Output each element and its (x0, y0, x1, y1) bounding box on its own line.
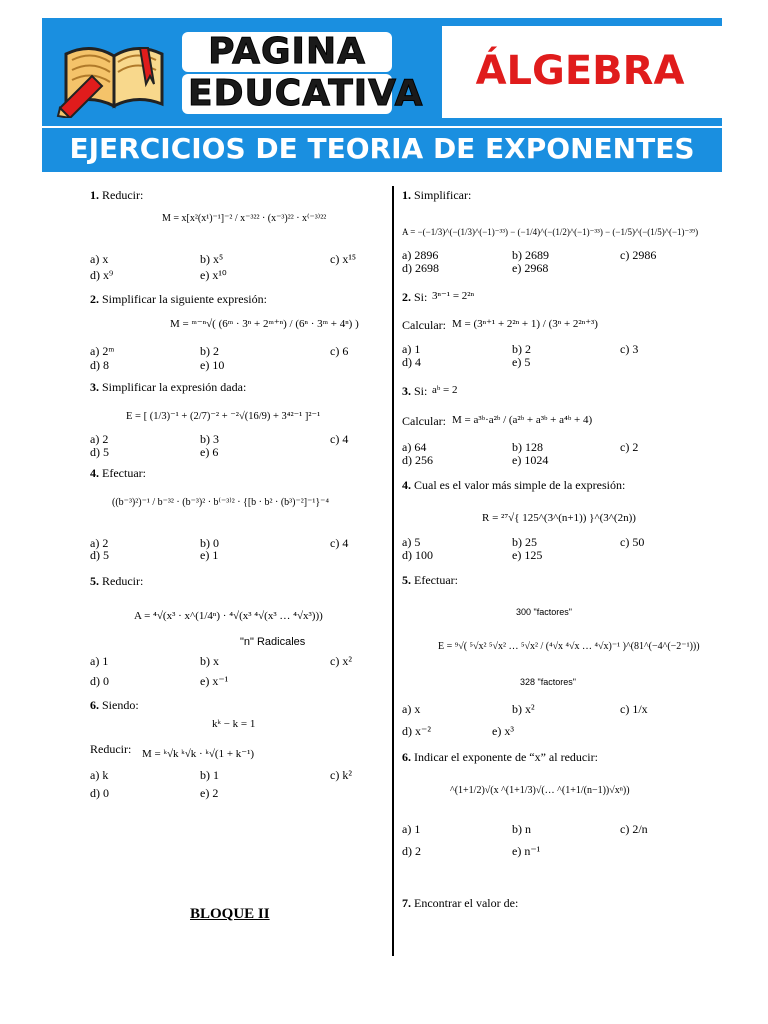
right-q3-opt-e: e) 1024 (512, 453, 549, 467)
right-q2-opt-d: d) 4 (402, 355, 421, 369)
right-q2-opt-e: e) 5 (512, 355, 531, 369)
right-q3-given: aᵇ = 2 (432, 384, 458, 396)
right-q4-opt-e: e) 125 (512, 548, 543, 562)
right-q6-opt-c: c) 2/n (620, 822, 648, 836)
page-title: EJERCICIOS DE TEORIA DE EXPONENTES (69, 132, 695, 165)
left-q5-title: 5. Reducir: (90, 574, 144, 588)
left-q2-expression: M = ᵐ⁻ⁿ√( (6ᵐ · 3ⁿ + 2ᵐ⁺ⁿ) / (6ⁿ · 3ᵐ + 4ⁿ) ) (170, 318, 359, 330)
right-q2-expression: M = (3ⁿ⁺¹ + 2²ⁿ + 1) / (3ⁿ + 2²ⁿ⁺³) (452, 318, 598, 330)
left-q3-opt-c: c) 4 (330, 432, 349, 446)
left-q5-opt-e: e) x⁻¹ (200, 674, 229, 688)
left-q5-expression: A = ⁴√(x³ · x^(1/4ⁿ) · ⁴√(x³ ⁴√(x³ … ⁴√x³))) (134, 610, 323, 622)
left-q5-brace-label: "n" Radicales (240, 636, 306, 648)
left-q3-title: 3. Simplificar la expresión dada: (90, 380, 247, 394)
right-q4-title: 4. Cual es el valor más simple de la expresión: (402, 478, 626, 492)
right-q6-title: 6. Indicar el exponente de “x” al reducir: (402, 750, 598, 764)
right-q4-opt-d: d) 100 (402, 548, 433, 562)
right-q1-title: 1. Simplificar: (402, 188, 472, 202)
right-q5-opt-c: c) 1/x (620, 702, 648, 716)
header-stripe (42, 18, 722, 26)
left-q3-opt-d: d) 5 (90, 445, 109, 459)
right-q3-opt-d: d) 256 (402, 453, 433, 467)
left-q6-reducir: Reducir: (90, 742, 132, 756)
left-q4-opt-b: b) 0 (200, 536, 219, 550)
column-divider (392, 186, 394, 956)
left-q6-opt-a: a) k (90, 768, 109, 782)
left-q4-opt-c: c) 4 (330, 536, 349, 550)
right-q1-opt-b: b) 2689 (512, 248, 549, 262)
left-q3-opt-b: b) 3 (200, 432, 219, 446)
right-q5-title: 5. Efectuar: (402, 573, 458, 587)
right-q4-opt-c: c) 50 (620, 535, 645, 549)
left-q2-opt-c: c) 6 (330, 344, 349, 358)
right-q5-expression: E = ⁹√( ⁵√x² ⁵√x² … ⁵√x² / (⁴√x ⁴√x … ⁴√x)⁻¹ )^(81^(−4^(−2⁻¹))) (438, 641, 700, 652)
right-q6-opt-b: b) n (512, 822, 531, 836)
left-q3-opt-a: a) 2 (90, 432, 109, 446)
left-q1-title: 1. Reducir: (90, 188, 144, 202)
left-q2-opt-b: b) 2 (200, 344, 219, 358)
left-q1-expression: M = x[x²(x¹)⁻¹]⁻² / x⁻³²² · (x⁻³)²² · x⁽⁻³⁾²² (162, 213, 327, 224)
left-q6-opt-d: d) 0 (90, 786, 109, 800)
right-q5-opt-a: a) x (402, 702, 421, 716)
left-q6-expression: M = ᵏ√k ᵏ√k · ᵏ√(1 + k⁻¹) (142, 748, 255, 760)
left-q6-given: kᵏ − k = 1 (212, 718, 256, 730)
right-q3-opt-c: c) 2 (620, 440, 639, 454)
right-q2-opt-c: c) 3 (620, 342, 639, 356)
left-q4-expression: ((b⁻³)²)⁻¹ / b⁻³² · (b⁻³)² · b⁽⁻³⁾² · {[b · b² · (b³)⁻²]⁻¹}⁻⁴ (112, 497, 329, 508)
left-q4-opt-e: e) 1 (200, 548, 219, 562)
right-q7-title: 7. Encontrar el valor de: (402, 896, 519, 910)
left-q1-opt-c: c) x¹⁵ (330, 252, 357, 266)
book-pencil-logo-icon (56, 34, 174, 118)
left-q3-opt-e: e) 6 (200, 445, 219, 459)
right-q4-opt-b: b) 25 (512, 535, 537, 549)
right-q1-opt-c: c) 2986 (620, 248, 657, 262)
right-q5-top-label: 300 "factores" (516, 607, 572, 617)
right-q2-given: 3ⁿ⁻¹ = 2²ⁿ (432, 290, 475, 302)
right-q6-expression: ^(1+1/2)√(x ^(1+1/3)√(… ^(1+1/(n−1))√xⁿ)) (450, 785, 630, 796)
right-q5-bottom-label: 328 "factores" (520, 677, 576, 687)
right-q6-opt-a: a) 1 (402, 822, 421, 836)
right-q5-opt-e: e) x³ (492, 724, 514, 738)
left-q2-opt-a: a) 2ᵐ (90, 344, 115, 358)
left-q4-title: 4. Efectuar: (90, 466, 146, 480)
left-q1-opt-e: e) x¹⁰ (200, 268, 227, 282)
right-q4-expression: R = ²⁷√{ 125^(3^(n+1)) }^(3^(2n)) (482, 512, 636, 524)
left-q1-opt-b: b) x⁵ (200, 252, 224, 266)
right-q5-opt-b: b) x² (512, 702, 535, 716)
left-q6-opt-b: b) 1 (200, 768, 219, 782)
left-q6-title: 6. Siendo: (90, 698, 139, 712)
left-q3-expression: E = [ (1/3)⁻¹ + (2/7)⁻² + ⁻²√(16/9) + 3⁴²⁻¹ ]²⁻¹ (126, 411, 321, 422)
right-q1-opt-e: e) 2968 (512, 261, 549, 275)
left-q5-opt-c: c) x² (330, 654, 352, 668)
brand-logo-text (182, 30, 424, 116)
brand-line1: PAGINA (182, 32, 392, 72)
right-q1-opt-d: d) 2698 (402, 261, 439, 275)
left-q5-opt-b: b) x (200, 654, 219, 668)
section-heading-bloque: BLOQUE II (190, 906, 270, 922)
right-q6-opt-d: d) 2 (402, 844, 421, 858)
right-q3-calc: Calcular: (402, 414, 446, 428)
left-q5-opt-a: a) 1 (90, 654, 109, 668)
subject-title: ÁLGEBRA (475, 48, 685, 94)
right-q3-opt-a: a) 64 (402, 440, 427, 454)
right-q3-title: 3. Si: (402, 384, 428, 398)
right-q6-opt-e: e) n⁻¹ (512, 844, 541, 858)
left-q1-opt-a: a) x (90, 252, 109, 266)
left-q6-opt-c: c) k² (330, 768, 352, 782)
right-q2-opt-b: b) 2 (512, 342, 531, 356)
header-band (42, 118, 722, 126)
right-q3-expression: M = a³ᵇ·a²ᵇ / (a²ᵇ + a³ᵇ + a⁴ᵇ + 4) (452, 414, 593, 426)
left-q5-opt-d: d) 0 (90, 674, 109, 688)
left-q1-opt-d: d) x⁹ (90, 268, 114, 282)
right-q2-title: 2. Si: (402, 290, 428, 304)
left-q2-opt-d: d) 8 (90, 358, 109, 372)
left-q2-title: 2. Simplificar la siguiente expresión: (90, 292, 267, 306)
right-q3-opt-b: b) 128 (512, 440, 543, 454)
brand-line2: EDUCATIVA (182, 74, 392, 114)
left-q4-opt-d: d) 5 (90, 548, 109, 562)
right-q2-opt-a: a) 1 (402, 342, 421, 356)
right-q1-opt-a: a) 2896 (402, 248, 439, 262)
right-q4-opt-a: a) 5 (402, 535, 421, 549)
right-q5-opt-d: d) x⁻² (402, 724, 431, 738)
right-q1-expression: A = −(−1/3)^(−(1/3)^(−1)⁻³³) − (−1/4)^(−(1/2)^(−1)⁻³³) − (−1/5)^(−(1/5)^(−1)⁻³⁹) (402, 227, 699, 237)
left-q6-opt-e: e) 2 (200, 786, 219, 800)
right-q2-calc: Calcular: (402, 318, 446, 332)
left-q4-opt-a: a) 2 (90, 536, 109, 550)
left-q2-opt-e: e) 10 (200, 358, 225, 372)
